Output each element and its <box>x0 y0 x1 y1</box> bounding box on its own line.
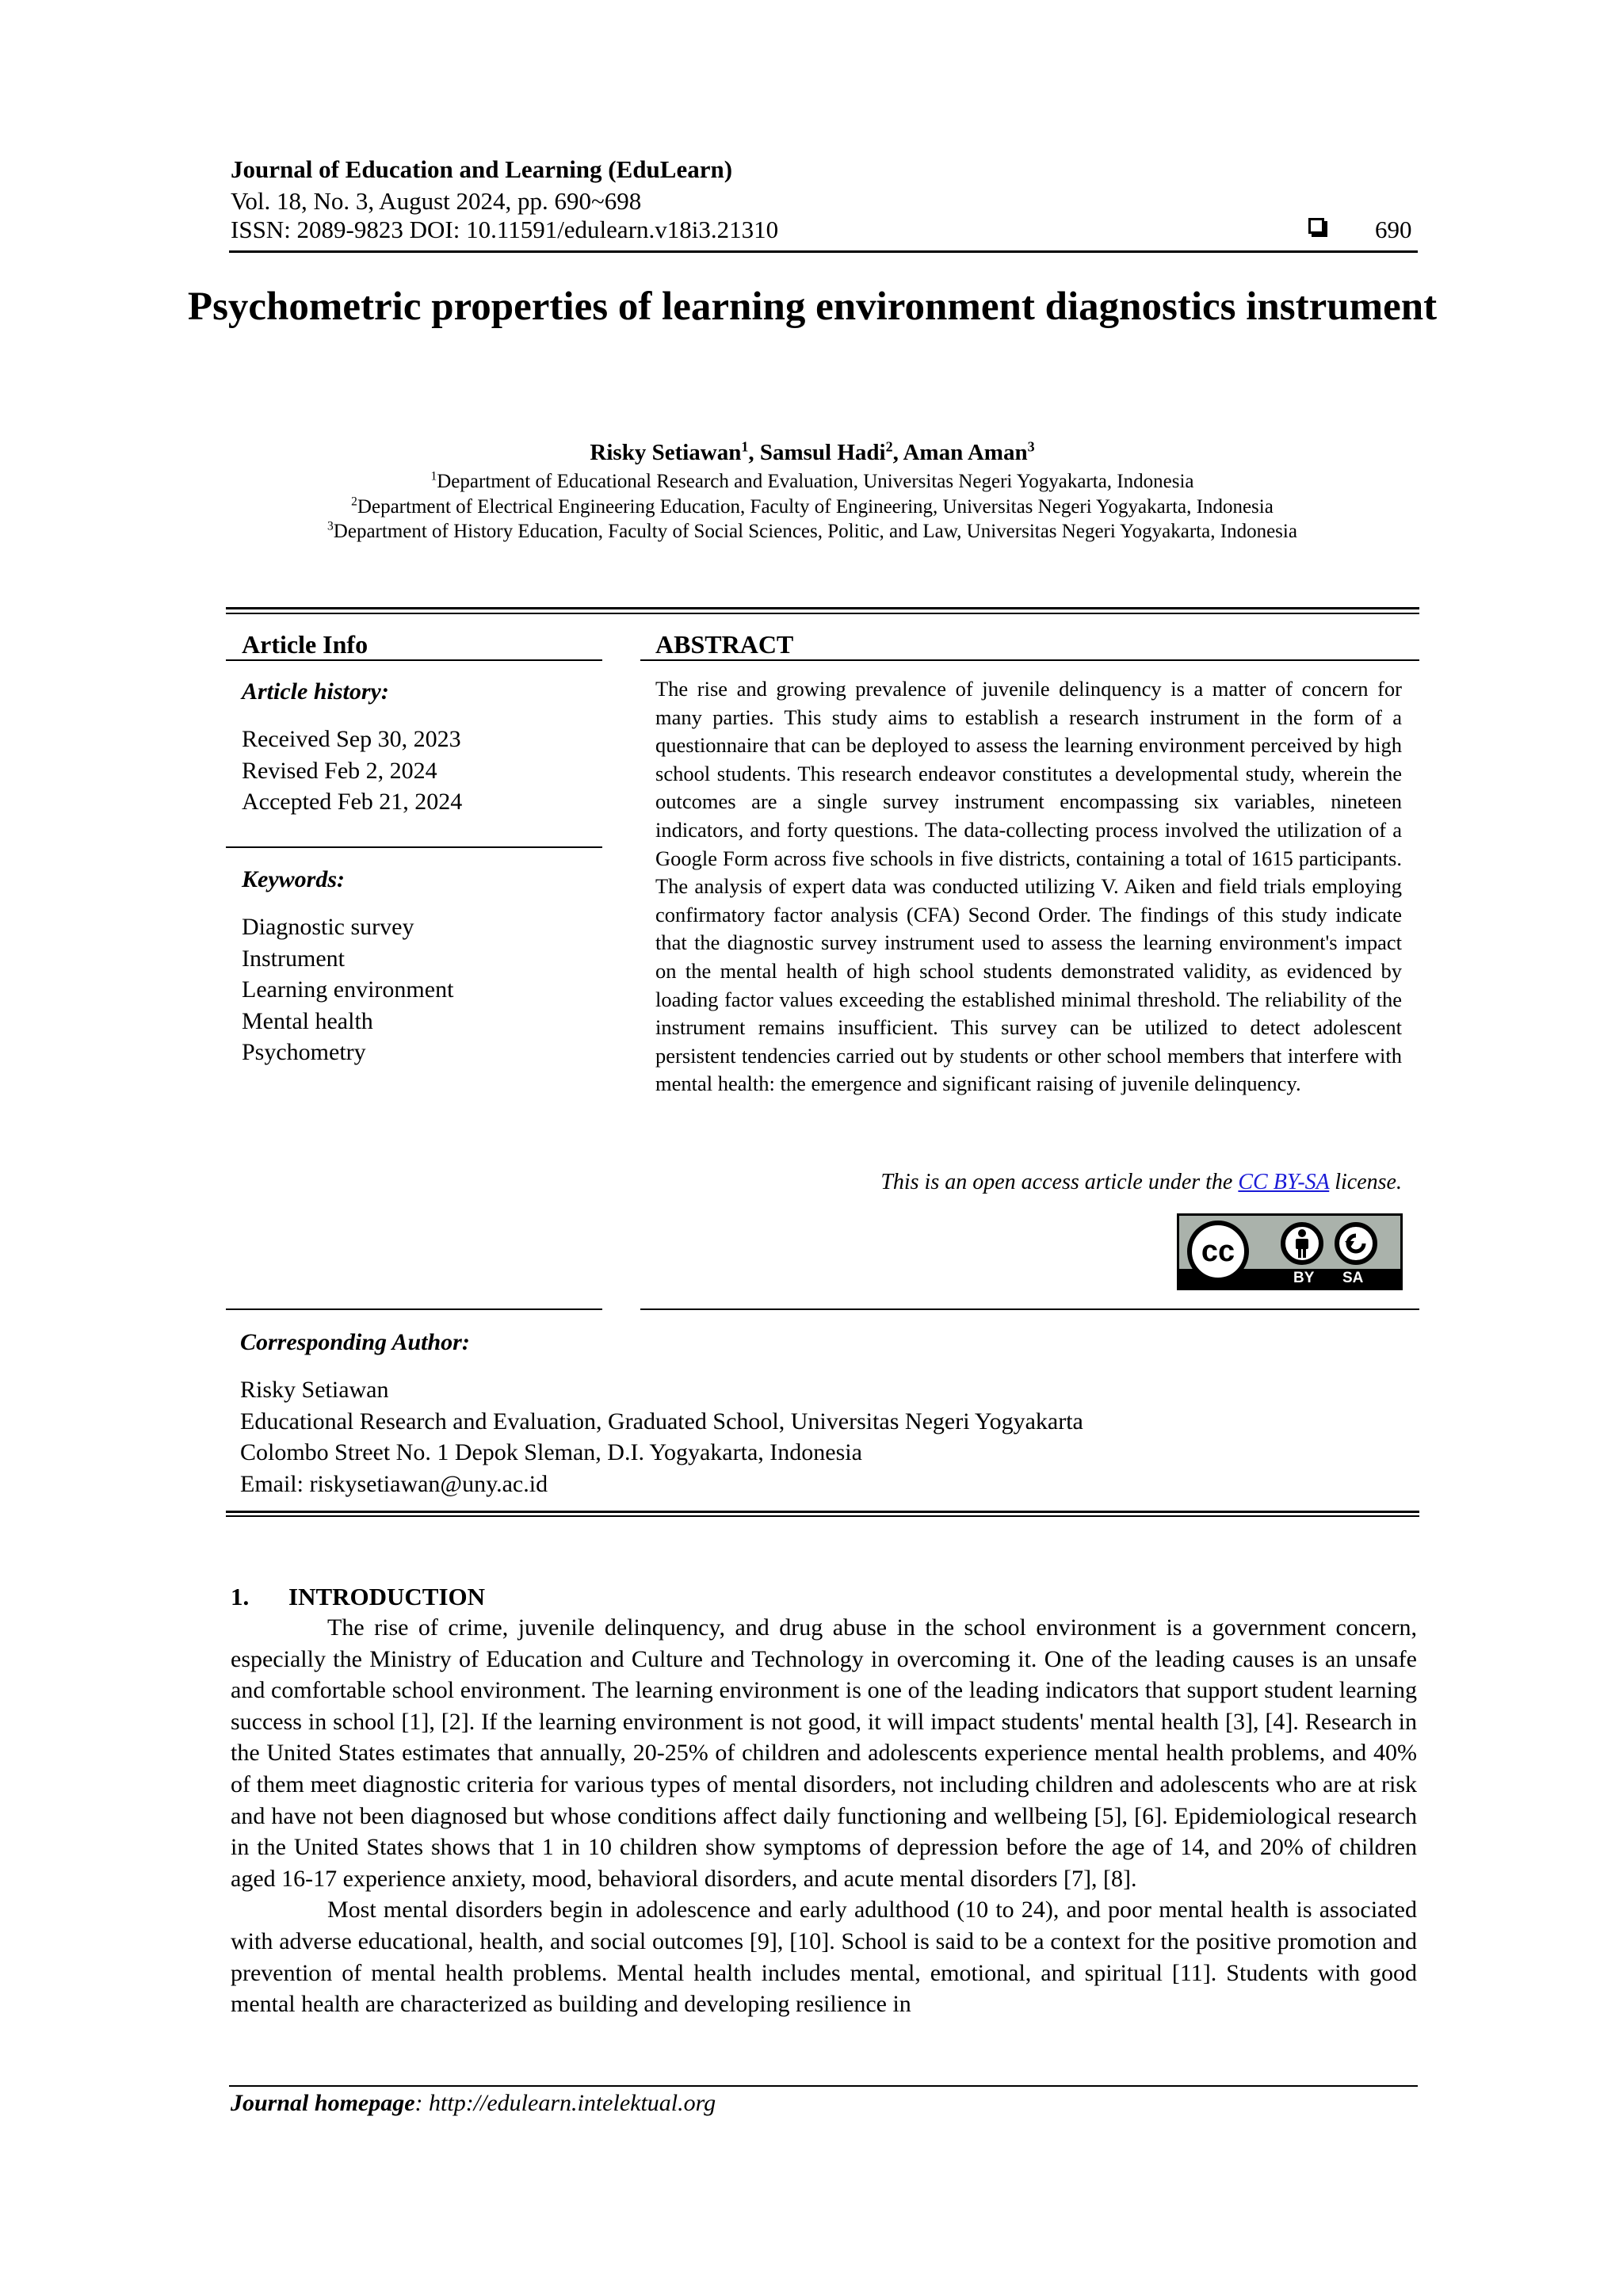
person-glyph-icon <box>1290 1228 1314 1259</box>
abstract-heading: ABSTRACT <box>655 630 794 659</box>
author-name: Risky Setiawan <box>590 440 742 465</box>
keyword: Learning environment <box>242 976 454 1003</box>
checkbox-square-icon <box>1308 218 1324 234</box>
introduction-body <box>231 1612 1417 2020</box>
share-alike-icon <box>1335 1222 1377 1265</box>
affiliation-sup: 3 <box>327 519 334 533</box>
share-alike-glyph-icon <box>1342 1230 1369 1257</box>
abstract-bottom-rule <box>640 1308 1419 1310</box>
cc-by-sa-badge[interactable] <box>1177 1213 1403 1290</box>
abstract-rule <box>640 659 1419 661</box>
infobox-bottom-rule-2 <box>226 1515 1419 1517</box>
license-suffix: license. <box>1329 1170 1402 1194</box>
author-sup: 2 <box>885 438 893 455</box>
page-number: 690 <box>1375 216 1412 243</box>
corresponding-email: Email: riskysetiawan@uny.ac.id <box>240 1470 548 1497</box>
body-paragraph: Most mental disorders begin in adolescence and early adulthood (10 to 24), and poor mental health is associated with adverse educational, health, and social outcomes [9], [10]. School is said to be a context for the positive promotion and prevention of mental health problems. Mental health includes mental, emotional, and spiritual [11]. Students with good mental health are characterized as building and developing resilience in <box>231 1897 1417 2018</box>
article-info-rule <box>226 659 602 661</box>
homepage-label: Journal homepage <box>231 2090 415 2116</box>
keyword: Diagnostic survey <box>242 914 414 940</box>
journal-name: Journal of Education and Learning (EduLearn) <box>231 155 733 183</box>
history-rule <box>226 846 602 848</box>
author-name: Aman Aman <box>903 440 1028 465</box>
history-received: Received Sep 30, 2023 <box>242 726 461 752</box>
paper-title: Psychometric properties of learning environment diagnostics instrument <box>187 285 1438 329</box>
affiliation-sup: 1 <box>430 469 437 483</box>
affiliation <box>158 469 1466 494</box>
badge-by-label: BY <box>1293 1270 1315 1286</box>
article-info-heading: Article Info <box>242 630 369 659</box>
corresponding-block <box>240 1374 1083 1499</box>
corresponding-address: Colombo Street No. 1 Depok Sleman, D.I. Yogyakarta, Indonesia <box>240 1439 862 1465</box>
author-sup: 3 <box>1027 438 1035 455</box>
license-prefix: This is an open access article under the <box>880 1170 1239 1194</box>
author-separator: , <box>748 440 760 465</box>
issn-doi-line: ISSN: 2089-9823 DOI: 10.11591/edulearn.v18i3.21310 <box>231 216 779 243</box>
infobox-top-rule <box>226 607 1419 609</box>
affiliation <box>158 495 1466 519</box>
section-number: 1. <box>231 1583 250 1610</box>
keyword: Instrument <box>242 945 345 972</box>
infobox-bottom-rule <box>226 1511 1419 1513</box>
volume-line: Vol. 18, No. 3, August 2024, pp. 690~698 <box>231 187 642 215</box>
keywords-heading: Keywords: <box>242 866 345 892</box>
section-title: INTRODUCTION <box>288 1583 486 1610</box>
corresponding-heading: Corresponding Author: <box>240 1329 470 1355</box>
history-revised: Revised Feb 2, 2024 <box>242 757 437 784</box>
author-sup: 1 <box>741 438 749 455</box>
affiliation-text: Department of History Education, Faculty of Social Sciences, Politic, and Law, Universitas Negeri Yogyakarta, Indonesia <box>333 521 1297 542</box>
cc-logo-icon: cc <box>1187 1221 1249 1282</box>
keywords-list <box>242 911 453 1068</box>
history-accepted: Accepted Feb 21, 2024 <box>242 789 463 815</box>
corresponding-name: Risky Setiawan <box>240 1377 389 1403</box>
abstract-text: The rise and growing prevalence of juvenile delinquency is a matter of concern for many parties. This study aims to establish a research instrument in the form of a questionnaire that can be deployed to assess the learning environment perceived by high school students. This research endeavor constitutes a developmental study, wherein the outcomes are a single survey instrument encompassing six variables, nineteen indicators, and forty questions. The data-collecting process involved the utilization of a Google Form across five schools in five districts, containing a total of 1615 participants. The analysis of expert data was conducted utilizing V. Aiken and field trials employing confirmatory factor analysis (CFA) Second Order. The findings of this study indicate that the diagnostic survey instrument used to assess the learning environment's impact on the mental health of high school students demonstrated validity, as evidenced by loading factor values exceeding the established minimal threshold. The reliability of the instrument remains insufficient. This survey can be utilized to detect adolescent persistent tendencies carried out by students or other school members that interfere with mental health: the emergence and significant raising of juvenile delinquency. <box>655 677 1402 1096</box>
keyword: Psychometry <box>242 1039 366 1065</box>
author-separator: , <box>892 440 903 465</box>
corresponding-institution: Educational Research and Evaluation, Graduated School, Universitas Negeri Yogyakarta <box>240 1408 1083 1435</box>
introduction-heading <box>231 1582 485 1612</box>
article-history-heading: Article history: <box>242 678 389 705</box>
affiliation <box>158 519 1466 544</box>
affiliation-text: Department of Educational Research and Evaluation, Universitas Negeri Yogyakarta, Indonesia <box>437 471 1194 492</box>
homepage-url[interactable]: : http://edulearn.intelektual.org <box>414 2090 716 2116</box>
badge-sa-label: SA <box>1342 1270 1364 1286</box>
infobox-top-rule-2 <box>226 613 1419 614</box>
header-rule <box>229 250 1418 253</box>
author-name: Samsul Hadi <box>759 440 886 465</box>
person-attribution-icon <box>1281 1222 1323 1265</box>
affiliation-sup: 2 <box>351 495 357 509</box>
author-list <box>158 439 1466 466</box>
keywords-bottom-rule <box>226 1308 602 1310</box>
body-paragraph: The rise of crime, juvenile delinquency, and drug abuse in the school environment is a government concern, especially the Ministry of Education and Culture and Technology in overcoming it. One of the leading causes is an unsafe and comfortable school environment. The learning environment is one of the leading indicators that support student learning success in school [1], [2]. If the learning environment is not good, it will impact students' mental health [3], [4]. Research in the United States estimates that annually, 20-25% of children and adolescents experience mental health problems, and 40% of them meet diagnostic criteria for various types of mental disorders, not including children and adolescents who are at risk and have not been diagnosed but whose conditions affect daily functioning and wellbeing [5], [6]. Epidemiological research in the United States shows that 1 in 10 children show symptoms of depression before the age of 14, and 20% of children aged 16-17 experience anxiety, mood, behavioral disorders, and acute mental disorders [7], [8]. <box>231 1614 1417 1892</box>
cc-by-sa-link[interactable]: CC BY-SA <box>1238 1170 1330 1194</box>
license-note <box>655 1169 1402 1196</box>
keyword: Mental health <box>242 1007 373 1034</box>
history-list <box>242 724 462 818</box>
footer-rule <box>229 2085 1418 2087</box>
affiliation-text: Department of Electrical Engineering Education, Faculty of Engineering, Universitas Negeri Yogyakarta, Indonesia <box>357 496 1274 518</box>
journal-homepage <box>231 2089 716 2118</box>
